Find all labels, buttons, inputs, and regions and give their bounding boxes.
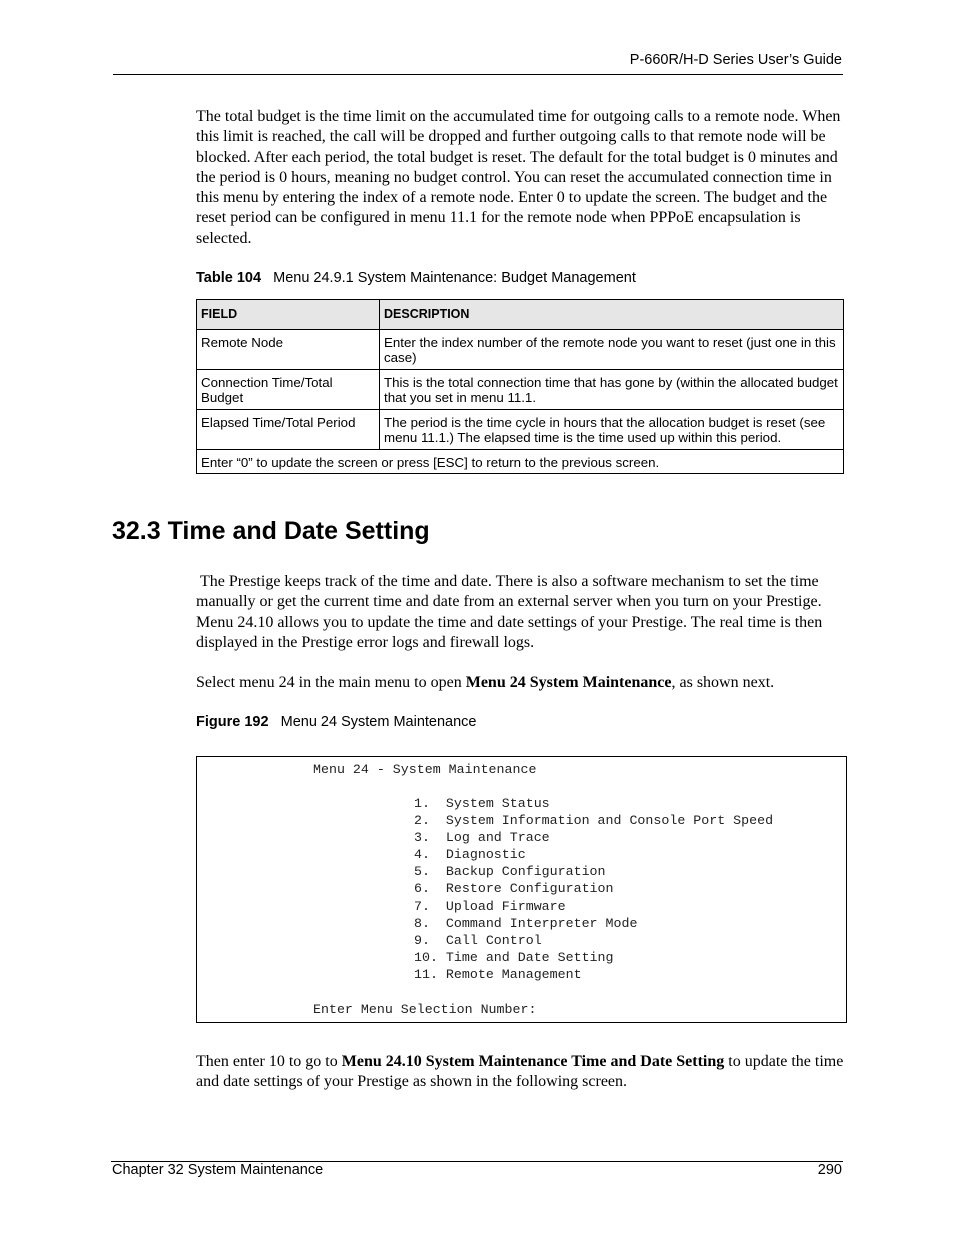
header-rule [113,74,843,75]
figure-caption-label: Figure 192 [196,714,269,730]
menu-item: 4. Diagnostic [414,847,526,862]
table-cell-description: This is the total connection time that has gone by (within the allocated budget that you set in menu 11.1. [380,369,844,409]
figure-intro-text: Select menu 24 in the main menu to open [196,674,466,691]
screen-title: Menu 24 - System Maintenance [313,762,537,777]
menu-item: 3. Log and Trace [414,830,550,845]
closing-text-end: to update the time and date settings of your Prestige as shown in the following screen. [196,1053,844,1091]
table-cell-description: Enter the index number of the remote node you want to reset (just one in this case) [380,329,844,369]
table-header-row [197,300,844,330]
table-cell-description: The period is the time cycle in hours that the allocation budget is reset (see menu 11.1.) The elapsed time is the time used up within this period. [380,409,844,449]
table-cell-field: Connection Time/Total Budget [197,369,380,409]
table-row [197,329,844,369]
section-paragraph: The Prestige keeps track of the time and date. There is also a software mechanism to set the time manually or get the current time and date from an external server when you turn on your Prestige. Menu 24.10 allows you to update the time and date settings of your Prestige. The real time is then displayed in the Prestige error logs and firewall logs. [196,573,827,651]
table-footer-row [197,449,844,474]
closing-bold: Menu 24.10 System Maintenance Time and Date Setting [341,1053,725,1070]
footer-page-number: 290 [817,1162,842,1178]
menu-item: 10. Time and Date Setting [414,950,614,965]
terminal-screen [196,756,847,1023]
table-row [197,369,844,409]
figure-caption-title: Menu 24 System Maintenance [280,714,477,730]
figure-intro-bold: Menu 24 System Maintenance [465,674,672,691]
figure-intro-paragraph [196,673,846,693]
table-footer-note: Enter “0” to update the screen or press [ESC] to return to the previous screen. [197,449,844,474]
table-caption [196,270,636,286]
running-header-title: P-660R/H-D Series User’s Guide [629,52,842,68]
menu-item: 6. Restore Configuration [414,881,614,896]
figure-caption [196,714,476,730]
table-row [197,409,844,449]
screen-prompt: Enter Menu Selection Number: [313,1002,537,1017]
menu-item: 11. Remote Management [414,967,582,982]
budget-management-table [196,299,844,474]
closing-paragraph [196,1052,846,1093]
closing-text: Then enter 10 to go to [196,1053,342,1070]
intro-paragraph: The total budget is the time limit on the accumulated time for outgoing calls to a remote node. When this limit is reached, the call will be dropped and further outgoing calls to that remote node will be blocked. After each period, the total budget is reset. The default for the total budget is 0 minutes and the period is 0 hours, meaning no budget control. You can reset the accumulated connection time in this menu by entering the index of a remote node. Enter 0 to update the screen. The budget and the reset period can be configured in menu 11.1 for the remote node when PPPoE encapsulation is selected. [196,108,841,247]
section-heading: 32.3 Time and Date Setting [112,517,430,545]
figure-intro-text-end: , as shown next. [671,674,775,691]
table-cell-field: Remote Node [197,329,380,369]
footer-chapter: Chapter 32 System Maintenance [112,1162,324,1178]
table-header-field: FIELD [197,300,380,330]
table-cell-field: Elapsed Time/Total Period [197,409,380,449]
table-caption-title: Menu 24.9.1 System Maintenance: Budget Management [273,270,636,286]
menu-item: 5. Backup Configuration [414,864,606,879]
menu-item: 2. System Information and Console Port Speed [414,813,774,828]
menu-item: 8. Command Interpreter Mode [414,916,638,931]
menu-item: 7. Upload Firmware [414,899,566,914]
table-caption-label: Table 104 [196,270,262,286]
menu-item: 9. Call Control [414,933,542,948]
table-header-description: DESCRIPTION [380,300,844,330]
menu-item: 1. System Status [414,796,550,811]
